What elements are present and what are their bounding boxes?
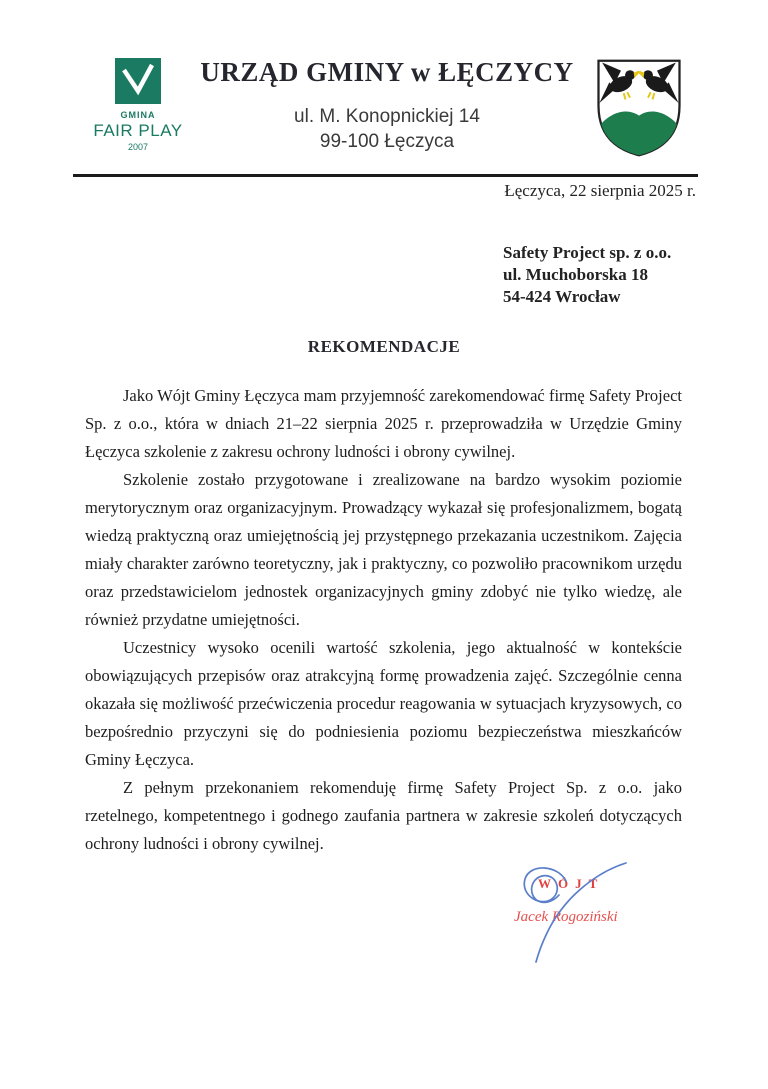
fair-play-check-icon — [115, 58, 161, 104]
recipient-company: Safety Project sp. z o.o. — [503, 243, 672, 262]
paragraph-2: Szkolenie zostało przygotowane i zrealizowane na bardzo wysokim poziomie merytorycznym oraz organizacyjnym. Prowadzący wykazał się profesjonalizmem, bogatą wiedzą praktyczną oraz umiejętnością jej przystępnego przekazania uczestnikom. Zajęcia miały charakter zarówno teoretyczny, jak i praktyczny, co pozwoliło pracownikom urzędu oraz przedstawicielom jednostek organizacyjnych gminy zdobyć nie tylko wiedzę, ale również przydatne umiejętności. — [85, 470, 682, 629]
recipient-block — [503, 242, 671, 308]
office-title: URZĄD GMINY w ŁĘCZYCY — [200, 57, 574, 87]
recipient-street: ul. Muchoborska 18 — [503, 265, 648, 284]
document-title: REKOMENDACJE — [307, 337, 461, 356]
fair-play-name-label: FAIR PLAY — [93, 121, 183, 140]
fair-play-logo — [86, 58, 190, 152]
handwritten-signature-icon — [478, 856, 716, 974]
coat-of-arms-icon — [594, 56, 684, 160]
stamp-name: Jacek Rogoziński — [514, 909, 618, 925]
recipient-city: 54-424 Wrocław — [503, 287, 621, 306]
fair-play-year-label: 2007 — [127, 142, 149, 152]
paragraph-4: Z pełnym przekonaniem rekomenduję firmę Safety Project Sp. z o.o. jako rzetelnego, kompetentnego i godnego zaufania partnera w zakresie szkoleń dotyczących ochrony ludności i obrony cywilnej. — [85, 778, 682, 853]
paragraph-1: Jako Wójt Gminy Łęczyca mam przyjemność zarekomendować firmę Safety Project Sp. z o.o., która w dniach 21–22 sierpnia 2025 r. przeprowadziła w Urzędzie Gminy Łęczyca szkolenie z zakresu ochrony ludności i obrony cywilnej. — [85, 386, 682, 461]
office-address-line1: ul. M. Konopnickiej 14 — [294, 106, 480, 127]
letterhead-center — [178, 57, 596, 154]
stamp-title-wojt: WÓJT — [538, 876, 605, 891]
letter-body — [85, 382, 682, 858]
date-line: Łęczyca, 22 sierpnia 2025 r. — [504, 181, 696, 200]
header-divider — [73, 174, 698, 177]
office-address-line2: 99-100 Łęczyca — [319, 131, 455, 152]
fair-play-gmina-label: GMINA — [120, 110, 156, 120]
signature-block — [478, 856, 716, 974]
paragraph-3: Uczestnicy wysoko ocenili wartość szkolenia, jego aktualność w kontekście obowiązujących przepisów oraz atrakcyjną formę prowadzenia zajęć. Szczególnie cenna okazała się możliwość przećwiczenia procedur reagowania w sytuacjach kryzysowych, co bezpośrednio przyczyni się do podniesienia poziomu bezpieczeństwa mieszkańców Gminy Łęczyca. — [85, 638, 682, 769]
